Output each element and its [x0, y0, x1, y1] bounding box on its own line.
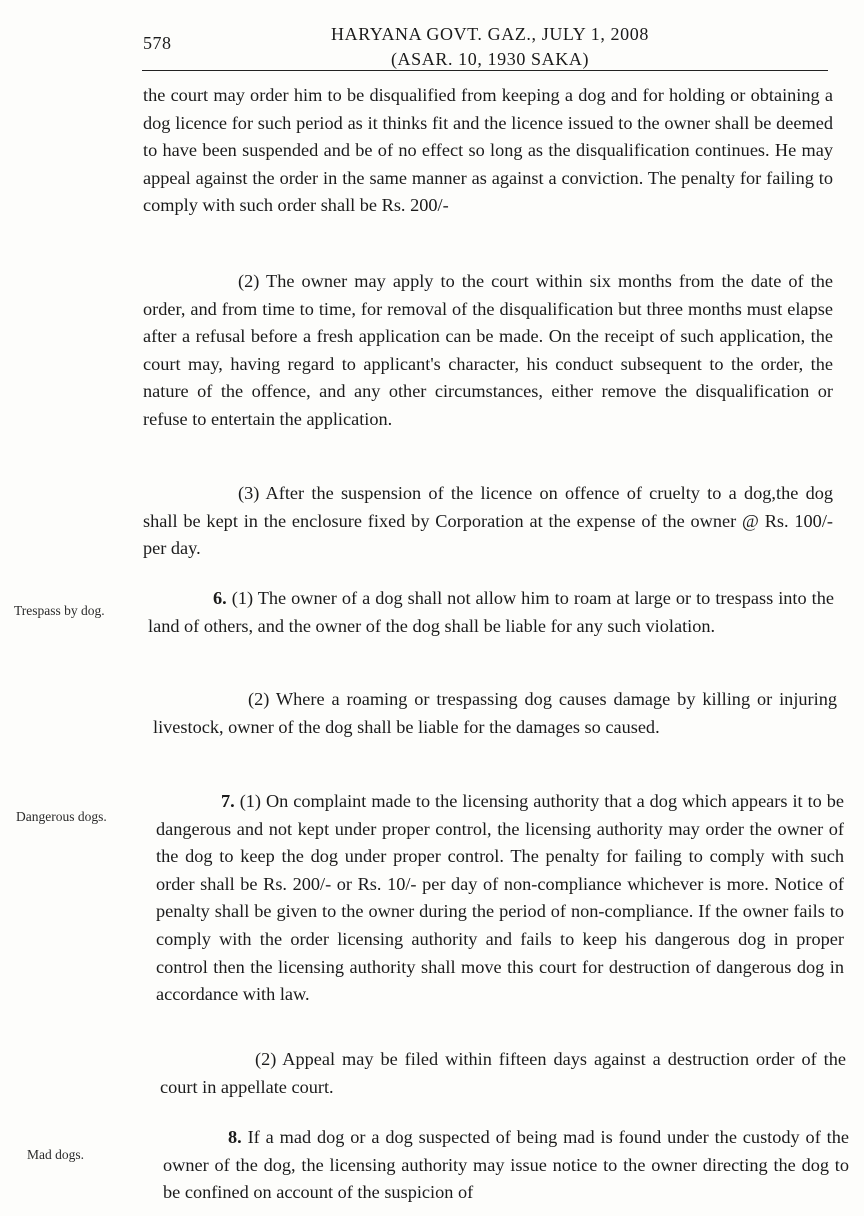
section-6-1: [148, 585, 834, 640]
section-7-1: [156, 788, 844, 1009]
section-7-number: 7.: [221, 791, 235, 811]
paragraph-5-2: (2) The owner may apply to the court within six months from the date of the order, and from time to time, for removal of the disqualification but three months must elapse after a refusal before a fresh application can be made. On the receipt of such application, the court may, having regard to applicant's character, his conduct subsequent to the order, the nature of the offence, and any other circumstances, either remove the disqualification or refuse to entertain the application.: [143, 271, 833, 429]
margin-note-trespass: Trespass by dog.: [14, 603, 105, 618]
section-8-text: If a mad dog or a dog suspected of being mad is found under the custody of the owner of the dog, the licensing authority may issue notice to the owner directing the dog to be confined on account of the suspicion of: [163, 1127, 849, 1203]
section-7-1-text: (1) On complaint made to the licensing authority that a dog which appears it to be dangerous and not kept under proper control, the licensing authority may order the owner of the dog to keep the dog under proper control. The penalty for failing to comply with such order shall be Rs. 200/- or Rs. 10/- per day of non-compliance whichever is more. Notice of penalty shall be given to the owner during the period of non-compliance. If the owner fails to comply with the order licensing authority and fails to keep his dangerous dog in proper control then the licensing authority shall move this court for destruction of dangerous dog in accordance with law.: [156, 791, 844, 1005]
margin-note-dangerous: Dangerous dogs.: [16, 809, 107, 824]
margin-note-mad-dogs: Mad dogs.: [27, 1147, 84, 1162]
section-6-1-text: (1) The owner of a dog shall not allow him to roam at large or to trespass into the land of others, and the owner of the dog shall be liable for any such violation.: [148, 588, 834, 636]
gazette-title: HARYANA GOVT. GAZ., JULY 1, 2008: [331, 24, 649, 44]
header-divider: [142, 70, 828, 71]
section-8-number: 8.: [228, 1127, 242, 1147]
paragraph-5-3: (3) After the suspension of the licence on offence of cruelty to a dog,the dog shall be kept in the enclosure fixed by Corporation at the expense of the owner @ Rs. 100/- per day.: [143, 483, 833, 559]
section-6-2: (2) Where a roaming or trespassing dog causes damage by killing or injuring livestock, owner of the dog shall be liable for the damages so caused.: [153, 689, 837, 737]
section-7-2: (2) Appeal may be filed within fifteen days against a destruction order of the court in appellate court.: [160, 1049, 846, 1097]
page-number: 578: [143, 33, 172, 53]
section-6-number: 6.: [213, 588, 227, 608]
paragraph-continuation: the court may order him to be disqualified from keeping a dog and for holding or obtaining a dog licence for such period as it thinks fit and the licence issued to the owner shall be deemed to have been suspended and be of no effect so long as the disqualification continues. He may appeal against the order in the same manner as against a conviction. The penalty for failing to comply with such order shall be Rs. 200/-: [143, 85, 833, 216]
gazette-header: [250, 22, 730, 72]
section-8: [163, 1124, 849, 1207]
gazette-date-saka: (ASAR. 10, 1930 SAKA): [390, 49, 590, 69]
